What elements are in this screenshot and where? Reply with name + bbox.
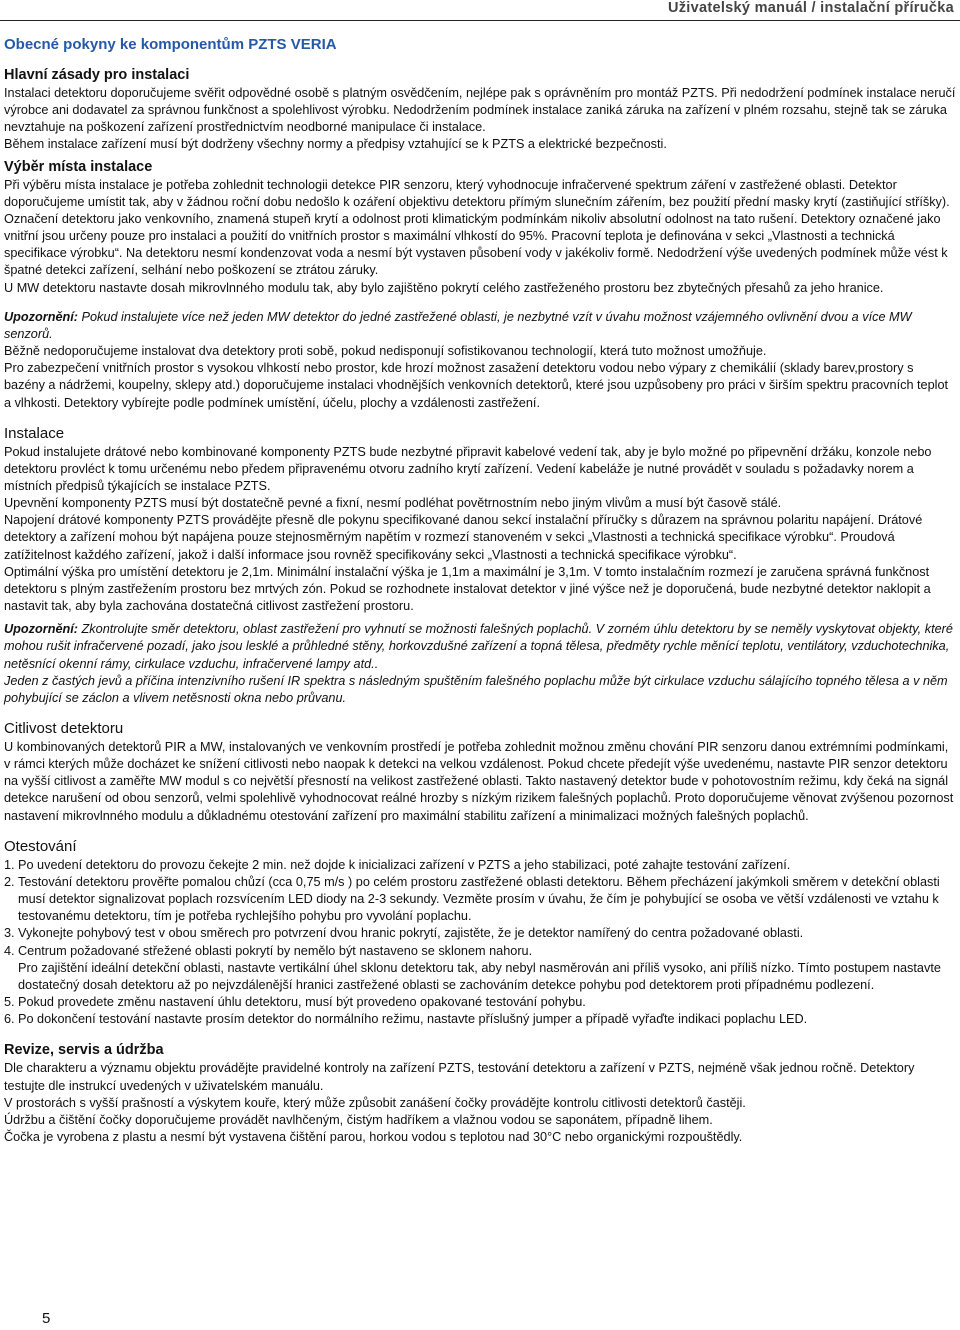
warning-text: Pokud instalujete více než jeden MW detektor do jedné zastřežené oblasti, je nezbytné vzít v úvahu možnost vzájemného ovlivnění dvou a více MW senzorů. [4, 309, 912, 341]
paragraph: Označení detektoru jako venkovního, znamená stupeň krytí a odolnost proti klimatickým podmínkám nikoliv absolutní odolnost na tato rušení. Detektory označené jako vnitřní jsou určeny pouze pro instalaci a použití do vnitřních prostor s maximální vlhkostí do 95%. Pracovní teplota je definována v sekci „Vlastnosti a technická specifikace výrobku“. Na detektoru nesmí kondenzovat voda a nesmí být vystaven působení vody v jakékoliv formě. Nedodržení výše uvedených podmínek může vést k špatné detekci zařízení, selhání nebo poškození se ztrátou záruky. [4, 211, 948, 278]
page-content [4, 65, 956, 1146]
heading-vyber-mista: Výběr místa instalace [4, 158, 153, 175]
heading-instalace: Instalace [4, 424, 65, 442]
heading-revize: Revize, servis a údržba [4, 1042, 164, 1059]
warning-text: Jeden z častých jevů a příčina intenzivního rušení IR spektra s následným spuštěním falešného poplachu může být cirkulace vzduchu sálajícího topného tělesa a v něm pohybující se záclon a vlivem netěsnosti okna nebo průvanu. [4, 673, 948, 705]
heading-citlivost: Citlivost detektoru [4, 720, 124, 737]
page-header-title: Uživatelský manuál / instalační příručka [667, 0, 954, 16]
heading-hlavni-zasady: Hlavní zásady pro instalaci [4, 67, 190, 83]
list-item: 4. Centrum požadované střežené oblasti pokrytí by nemělo být nastaveno se sklonem nahoru. [4, 943, 533, 958]
paragraph: U kombinovaných detektorů PIR a MW, instalovaných ve venkovním prostředí je potřeba zohlednit možnou změnu chování PIR senzoru danou extrémními podmínkami, v rámci kterých může docházet ke snížení citlivosti nebo naopak k detekci na velkou vzdálenost. Pokud chcete předejít výše uvedenému, nastavte PIR senzor detektoru na vyšší citlivost a zaměřte MW modul s co největší přesností na velikost zastřežené oblasti. Takto nastavený detektor bude v pohotovostním režimu, kdy čeká na signál detekce narušení od obou senzorů, velmi spolehlivě vyhodnocovat reálné hrozby s nízkým rizikem falešných poplachů. Proto doporučujeme věnovat zvýšenou pozornost nastavení mikrovlnného modulu a důkladnému otestování zařízení pro maximální stabilitu zařízení a minimalizaci možných falešných poplachů. [4, 740, 954, 823]
list-item: 3. Vykonejte pohybový test v obou směrech pro potvrzení dvou hranic pokrytí, zajistěte, že je detektor namířený do centra požadované oblasti. [4, 926, 804, 941]
warning-text: Zkontrolujte směr detektoru, oblast zastřežení pro vyhnutí se možnosti falešných poplachů. V zorném úhlu detektoru by se neměly vyskytovat objekty, které mohou rušit infračervené pozadí, jako jsou lesklé a průhledné stěny, horkovzdušné zařízení a topná tělesa, předměty rychle měnící teplotu, ventilátory, vzduchotechnika, netěsnící okenní rámy, cirkulace vzduchu, infračervené lampy atd.. [4, 622, 953, 671]
testing-steps-list [4, 857, 956, 960]
warning-label: Upozornění: [4, 622, 79, 637]
warning-label: Upozornění: [4, 309, 79, 324]
list-item: 1. Po uvedení detektoru do provozu čekejte 2 min. než dojde k inicializaci zařízení v PZTS a jeho stabilizaci, poté zahajte testování zařízení. [4, 857, 791, 872]
heading-otestovani: Otestování [4, 837, 77, 855]
paragraph: U MW detektoru nastavte dosah mikrovlnného modulu tak, aby bylo zajištěno pokrytí celého zastřeženého prostoru bez zbytečných přesahů za jeho hranice. [4, 280, 884, 295]
paragraph: Pro zabezpečení vnitřních prostor s vysokou vlhkostí nebo prostor, kde hrozí možnost zasažení detektoru vodou nebo výpary z chemikálií (sklady barev,prostory s bazény a nádržemi, koupelny, sklepy atd.) doporučujeme instalaci vhodnějších venkovních detektorů, které jsou uzpůsobeny pro práci v širším spektru pracovních teplot a vlhkosti. Detektory vybírejte podle podmínek umístění, účelu, plochy a vzdálenosti zastřežení. [4, 361, 949, 410]
paragraph: Dle charakteru a významu objektu provádějte pravidelné kontroly na zařízení PZTS, testování detektoru a zařízení v PZTS, nejméně však jednou ročně. Detektory testujte dle instrukcí uvedených v uživatelském manuálu. [4, 1061, 915, 1093]
paragraph: Napojení drátové komponenty PZTS provádějte přesně dle pokynu specifikované danou sekcí instalační příručky s důrazem na správnou polaritu napájení. Drátové detektory a zařízení mohou být napájena pouze stejnosměrným napětím v rozmezí stanoveném v sekci „Vlastnosti a technická specifikace výrobku“. Proudová zatížitelnost každého zařízení, jakož i další informace jsou rovněž specifikovány sekci „Vlastnosti a technická specifikace výrobku“. [4, 513, 923, 562]
paragraph: Údržbu a čištění čočky doporučujeme provádět navlhčeným, čistým hadříkem a vlažnou vodou se saponátem, případně lihem. [4, 1112, 713, 1127]
warning-note [4, 309, 956, 343]
paragraph: Optimální výška pro umístění detektoru je 2,1m. Minimální instalační výška je 1,1m a maximální je 3,1m. V tomto instalačním rozmezí je zaručena správná funkčnost detektoru s plným zastřežením prostoru bez mrtvých zón. Pokud se rozhodnete instalovat detektor v jiné výšce než je doporučená, bude nezbytné detektor naklopit a nastavit tak, aby byla zachována dostatečná citlivost zastřežení prostoru. [4, 564, 931, 614]
page-number: 5 [42, 1310, 51, 1327]
paragraph: Při výběru místa instalace je potřeba zohlednit technologii detekce PIR senzoru, který vyhodnocuje infračervené spektrum záření v zastřežené oblasti. Detektor doporučujeme umístit tak, aby v žádnou roční dobu nedošlo k ozáření objektivu detektoru přímým slunečním zářením, bez použití přední masky krytí (zastiňující stříšky). [4, 177, 950, 209]
section-title: Obecné pokyny ke komponentům PZTS VERIA [4, 36, 337, 53]
paragraph: Během instalace zařízení musí být dodrženy všechny normy a předpisy vztahující se k PZTS a elektrické bezpečnosti. [4, 137, 667, 152]
paragraph: Běžně nedoporučujeme instalovat dva detektory proti sobě, pokud nedisponují sofistikovanou technologií, která tuto možnost umožňuje. [4, 344, 767, 359]
warning-note [4, 621, 956, 672]
paragraph: Čočka je vyrobena z plastu a nesmí být vystavena čištění parou, horkou vodou s teplotou nad 30°C nebo organickými rozpouštědly. [4, 1129, 743, 1144]
paragraph: Pokud instalujete drátové nebo kombinované komponenty PZTS bude nezbytné připravit kabelové vedení tak, aby je bylo možné po připevnění držáku, konzole nebo detektoru provléct k tomu určenému nebo předem připravenému otvoru zadního krytí zařízení. Vedení kabeláže je nutné provádět v souladu s požadavky norem a místních předpisů týkajících se instalace PZTS. [4, 444, 932, 493]
list-item: 6. Po dokončení testování nastavte prosím detektor do normálního režimu, nastavte příslušný jumper a případě vyřaďte indikaci poplachu LED. [4, 1012, 808, 1027]
list-item-continuation: Pro zajištění ideální detekční oblasti, nastavte vertikální úhel sklonu detektoru tak, aby nebyl nasměrován ani příliš vysoko, ani příliš nízko. Tímto postupem nastavte dostatečný dosah detektoru až po nejvzdálenější hranici zastřežené oblasti se zachováním detekce pohybu pod detektorem proti případnému podlezení. [18, 960, 941, 992]
header-divider [0, 20, 960, 21]
list-item: 2. Testování detektoru prověřte pomalou chůzí (cca 0,75 m/s ) po celém prostoru zastřežené oblasti detektoru. Během přecházení jakýmkoli směrem v detekční oblasti musí detektor signalizovat poplach rozsvícením LED diody na 2-3 sekundy. Vezměte prosím v úvahu, že čím je pohybující se osoba ve větší vzdálenosti ve vztahu k testovanému detektoru, tím je potřeba rychlejšího pohybu pro vyvolání poplachu. [4, 874, 940, 924]
list-item: 5. Pokud provedete změnu nastavení úhlu detektoru, musí být provedeno opakované testování pohybu. [4, 995, 586, 1010]
paragraph: Instalaci detektoru doporučujeme svěřit odpovědné osobě s platným osvědčením, nejlépe pak s oprávněním pro montáž PZTS. Při nedodržení podmínek instalace neručí výrobce ani dodavatel za správnou funkčnost a spolehlivost výrobku. Nedodržením podmínek instalace zaniká záruka na zařízení v plném rozsahu, stejně tak se záruka nevztahuje na poškození zařízení prostřednictvím neodborné manipulace či instalace. [4, 86, 956, 135]
paragraph: V prostorách s vyšší prašností a výskytem kouře, který může způsobit zanášení čočky provádějte kontrolu citlivosti detektorů častěji. [4, 1095, 746, 1110]
testing-steps-list-continued [4, 994, 956, 1028]
paragraph: Upevnění komponenty PZTS musí být dostatečně pevné a fixní, nesmí podléhat povětrnostním nebo jiným vlivům a musí být časově stálé. [4, 496, 782, 511]
